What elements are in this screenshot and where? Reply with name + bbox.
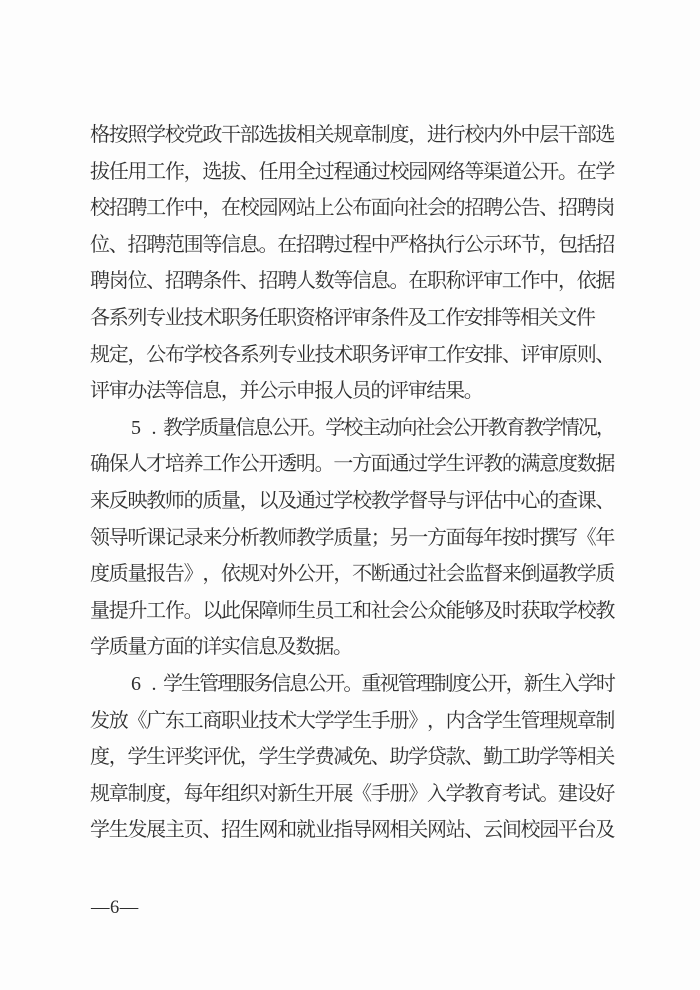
text-line: 度 ， 学 生 评 奖 评 优 ， 学 生 学 费 减 免 、 助 学 贷 款 、 勤 工 助 学 等 相 关 (90, 746, 616, 769)
text-line: 学 质 量 方 面 的 详 实 信 息 及 数 据 。 (90, 636, 353, 659)
text-line: 位 、 招 聘 范 围 等 信 息 。 在 招 聘 过 程 中 严 格 执 行 公 示 环 节 ， 包 括 招 (90, 233, 616, 256)
text-line: 确 保 人 才 培 养 工 作 公 开 透 明 。 一 方 面 通 过 学 生 评 教 的 满 意 度 数 据 (90, 453, 616, 476)
text-line: 拔 任 用 工 作 ， 选 拔 、 任 用 全 过 程 通 过 校 园 网 络 等 渠 道 公 开 。 在 学 (90, 160, 616, 183)
text-line: 聘 岗 位 、 招 聘 条 件 、 招 聘 人 数 等 信 息 。 在 职 称 评 审 工 作 中 ， 依 据 (90, 270, 616, 293)
text-line: 格 按 照 学 校 党 政 干 部 选 拔 相 关 规 章 制 度 ， 进 行 校 内 外 中 层 干 部 选 (90, 124, 616, 146)
text-line: 评 审 办 法 等 信 息 ， 并 公 示 申 报 人 员 的 评 审 结 果 。 (90, 380, 484, 403)
text-line: 度 质 量 报 告 》 ， 依 规 对 外 公 开 ， 不 断 通 过 社 会 监 督 来 倒 逼 教 学 质 (90, 563, 616, 586)
text-line: 领 导 听 课 记 录 来 分 析 教 师 教 学 质 量 ； 另 一 方 面 每 年 按 时 撰 写 《 年 (90, 526, 616, 549)
text-line: 来 反 映 教 师 的 质 量 ， 以 及 通 过 学 校 教 学 督 导 与 评 估 中 心 的 查 课 、 (90, 489, 616, 512)
text-line: 规 章 制 度 ， 每 年 组 织 对 新 生 开 展 《 手 册 》 入 学 教 育 考 试 。 建 设 好 (90, 782, 616, 805)
text-line: 发 放 《 广 东 工 商 职 业 技 术 大 学 学 生 手 册 》 ， 内 含 学 生 管 理 规 章 制 (90, 709, 616, 732)
text-block (90, 117, 614, 849)
text-line: 规 定 ， 公 布 学 校 各 系 列 专 业 技 术 职 务 评 审 工 作 安 排 、 评 审 原 则 、 (90, 343, 616, 366)
text-line: 5 . 教 学 质 量 信 息 公 开 。 学 校 主 动 向 社 会 公 开 教 育 教 学 情 况 ， (131, 416, 616, 439)
text-line: 学 生 发 展 主 页 、 招 生 网 和 就 业 指 导 网 相 关 网 站 、 云 间 校 园 平 台 及 (90, 819, 616, 842)
text-line: 6 . 学 生 管 理 服 务 信 息 公 开 。 重 视 管 理 制 度 公 开 ， 新 生 入 学 时 (131, 672, 616, 695)
text-line: 量 提 升 工 作 。 以 此 保 障 师 生 员 工 和 社 会 公 众 能 够 及 时 获 取 学 校 教 (90, 599, 616, 622)
page-number: —6— (91, 898, 139, 918)
text-line: 各 系 列 专 业 技 术 职 务 任 职 资 格 评 审 条 件 及 工 作 安 排 等 相 关 文 件 (90, 306, 596, 329)
text-line: 校 招 聘 工 作 中 ， 在 校 园 网 站 上 公 布 面 向 社 会 的 招 聘 公 告 、 招 聘 岗 (90, 197, 616, 220)
